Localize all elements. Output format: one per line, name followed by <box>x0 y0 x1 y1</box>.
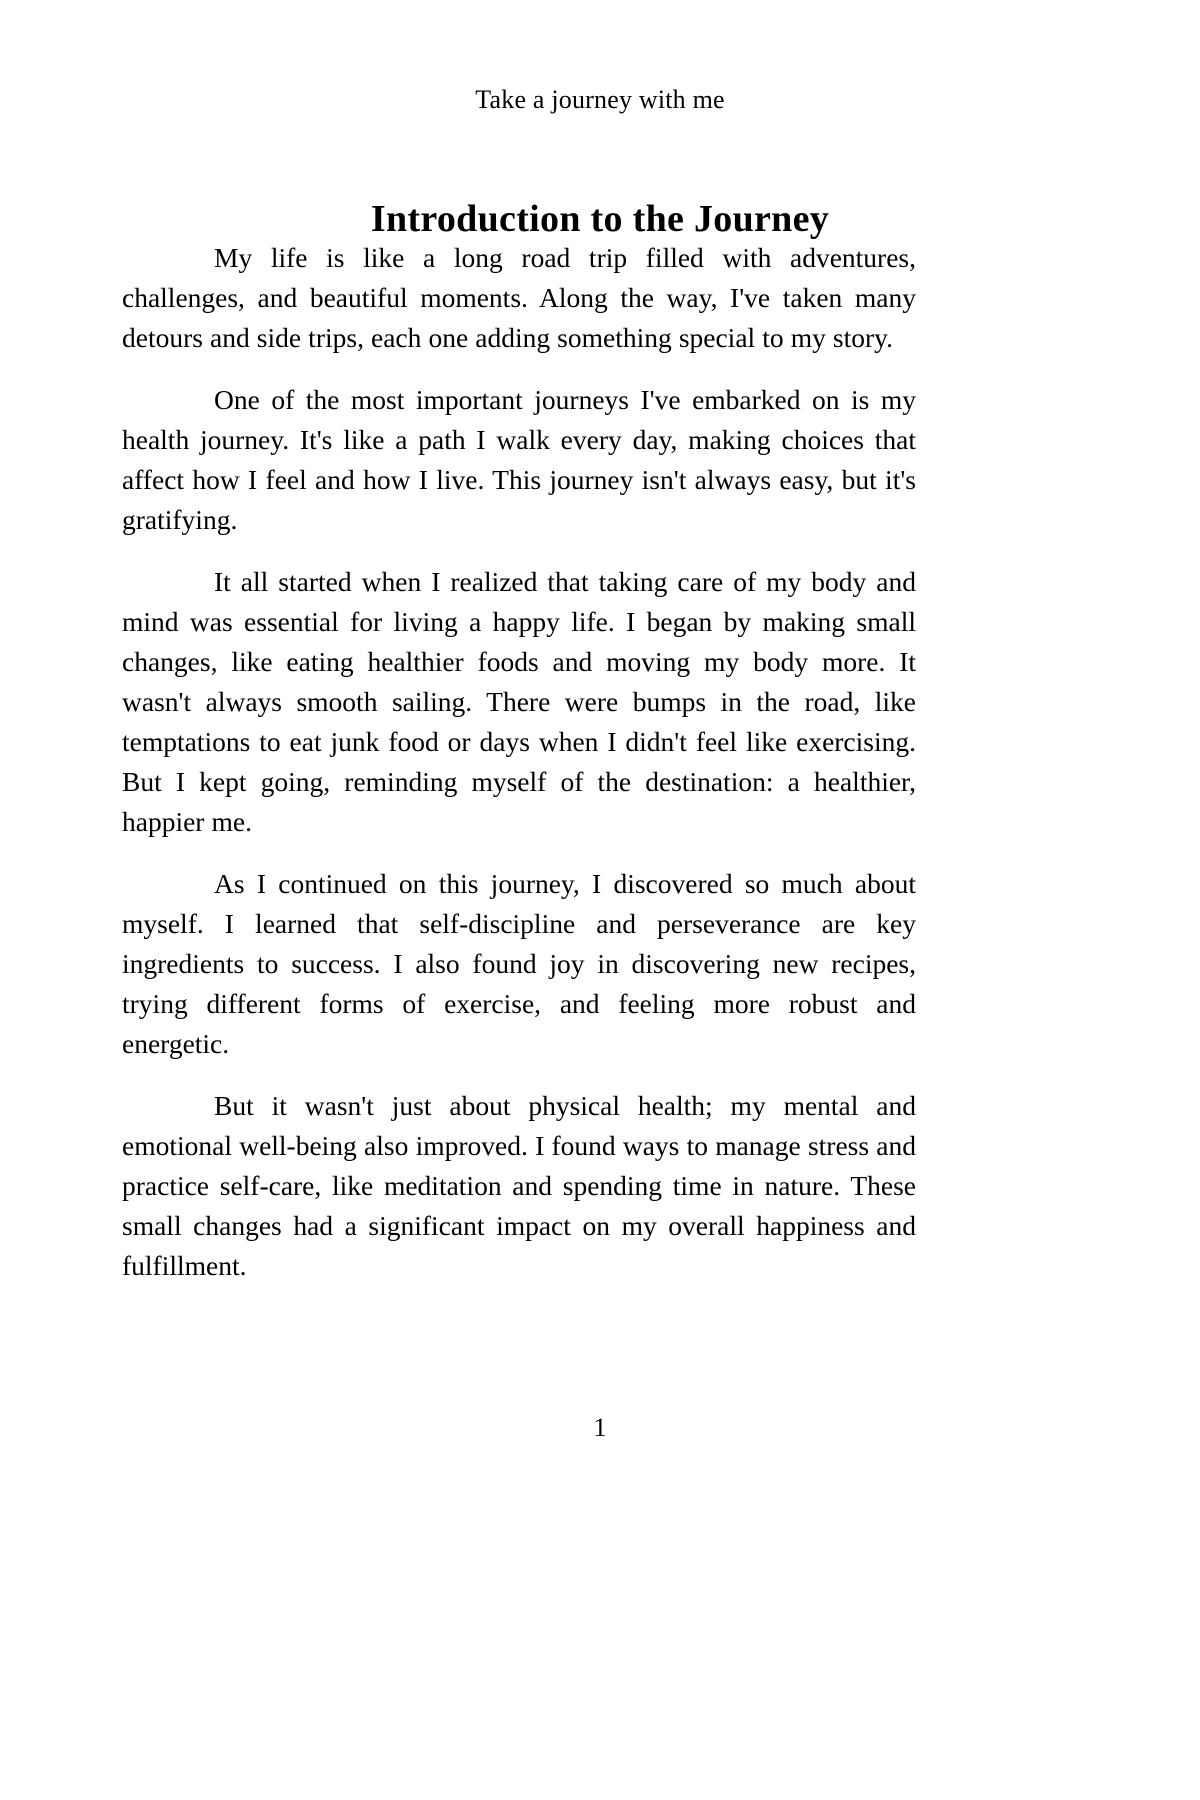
page-number: 1 <box>593 1413 607 1442</box>
page-title: Introduction to the Journey <box>370 198 830 241</box>
paragraph: But it wasn't just about physical health; my mental and emotional well-being also improved. I found ways to manage stress and practice self-care, like meditation and spending time in nature. These small changes had a significant impact on my overall happiness and fulfillment. <box>122 1090 916 1281</box>
body-text-area <box>122 238 916 1286</box>
running-header: Take a journey with me <box>475 85 725 114</box>
paragraph: It all started when I realized that taking care of my body and mind was essential for living a happy life. I began by making small changes, like eating healthier foods and moving my body more. It wasn't always smooth sailing. There were bumps in the road, like temptations to eat junk food or days when I didn't feel like exercising. But I kept going, reminding myself of the destination: a healthier, happier me. <box>122 566 916 837</box>
paragraph: One of the most important journeys I've embarked on is my health journey. It's like a path I walk every day, making choices that affect how I feel and how I live. This journey isn't always easy, but it's gratifying. <box>122 384 916 535</box>
paragraph: As I continued on this journey, I discovered so much about myself. I learned that self-discipline and perseverance are key ingredients to success. I also found joy in discovering new recipes, trying different forms of exercise, and feeling more robust and energetic. <box>122 868 916 1059</box>
paragraph: My life is like a long road trip filled with adventures, challenges, and beautiful moments. Along the way, I've taken many detours and side trips, each one adding something special to my story. <box>122 242 916 353</box>
